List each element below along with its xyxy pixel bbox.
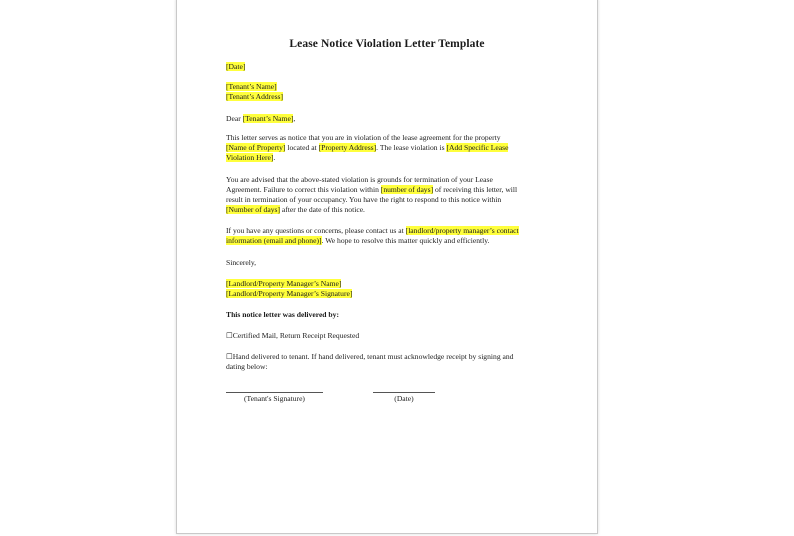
p2-line4 bbox=[226, 205, 365, 215]
response-days-placeholder: [Number of days] bbox=[226, 205, 280, 214]
delivery-option-hand-line2: dating below: bbox=[226, 362, 268, 371]
p1-located-at: located at bbox=[285, 143, 319, 152]
manager-name-placeholder: [Landlord/Property Manager’s Name] bbox=[226, 279, 342, 288]
delivery-heading: This notice letter was delivered by: bbox=[226, 310, 339, 319]
property-name-placeholder: [Name of Property] bbox=[226, 143, 286, 152]
tenant-address-placeholder: [Tenant’s Address] bbox=[226, 92, 284, 101]
document-title: Lease Notice Violation Letter Template bbox=[289, 38, 485, 50]
tenant-signature-label: (Tenant's Signature) bbox=[244, 394, 305, 403]
salutation-suffix: , bbox=[293, 114, 296, 123]
p1-violation-is: . The lease violation is bbox=[376, 143, 447, 152]
p3-line2-end: . We hope to resolve this matter quickly and efficiently. bbox=[321, 236, 490, 245]
document-page bbox=[176, 0, 598, 534]
p1-end: . bbox=[273, 153, 276, 162]
p2-line2-end: of receiving this letter, will bbox=[433, 185, 518, 194]
tenant-name-line bbox=[226, 82, 277, 92]
violation-placeholder-part1: [Add Specific Lease bbox=[446, 143, 509, 152]
tenant-signature-line bbox=[226, 392, 323, 393]
violation-placeholder-part2: Violation Here] bbox=[226, 153, 274, 162]
p3-line2 bbox=[226, 236, 489, 246]
manager-signature-placeholder: [Landlord/Property Manager’s Signature] bbox=[226, 289, 353, 298]
salutation-name-placeholder: [Tenant’s Name] bbox=[242, 114, 294, 123]
p3-line1 bbox=[226, 226, 519, 236]
tenant-name-placeholder: [Tenant’s Name] bbox=[226, 82, 277, 91]
closing: Sincerely, bbox=[226, 258, 257, 267]
property-address-placeholder: [Property Address] bbox=[318, 143, 377, 152]
date-field bbox=[226, 62, 245, 72]
tenant-address-line bbox=[226, 92, 283, 102]
p2-line3: result in termination of your occupancy. You have the right to respond to this notice within bbox=[226, 195, 502, 204]
p1-line3 bbox=[226, 153, 275, 163]
date-placeholder: [Date] bbox=[226, 62, 246, 71]
delivery-option-hand[interactable]: ☐Hand delivered to tenant. If hand delivered, tenant must acknowledge receipt by signing and bbox=[226, 352, 514, 361]
p2-line2 bbox=[226, 185, 517, 195]
contact-info-placeholder-part2: information (email and phone)] bbox=[226, 236, 322, 245]
p3-line1-start: If you have any questions or concerns, please contact us at bbox=[226, 226, 406, 235]
p2-line1: You are advised that the above-stated violation is grounds for termination of your Lease bbox=[226, 175, 493, 184]
manager-signature-line bbox=[226, 289, 352, 299]
date-signature-line bbox=[373, 392, 435, 393]
date-label: (Date) bbox=[394, 394, 414, 403]
p2-line4-end: after the date of this notice. bbox=[279, 205, 365, 214]
number-of-days-placeholder: [number of days] bbox=[380, 185, 434, 194]
p1-line2 bbox=[226, 143, 508, 153]
manager-name-line bbox=[226, 279, 341, 289]
salutation bbox=[226, 114, 295, 124]
delivery-option-mail[interactable]: ☐Certified Mail, Return Receipt Requested bbox=[226, 331, 360, 340]
p1-line1: This letter serves as notice that you are in violation of the lease agreement for the property bbox=[226, 133, 501, 142]
contact-info-placeholder-part1: [landlord/property manager’s contact bbox=[405, 226, 519, 235]
p2-line2-start: Agreement. Failure to correct this violation within bbox=[226, 185, 381, 194]
salutation-prefix: Dear bbox=[226, 114, 243, 123]
